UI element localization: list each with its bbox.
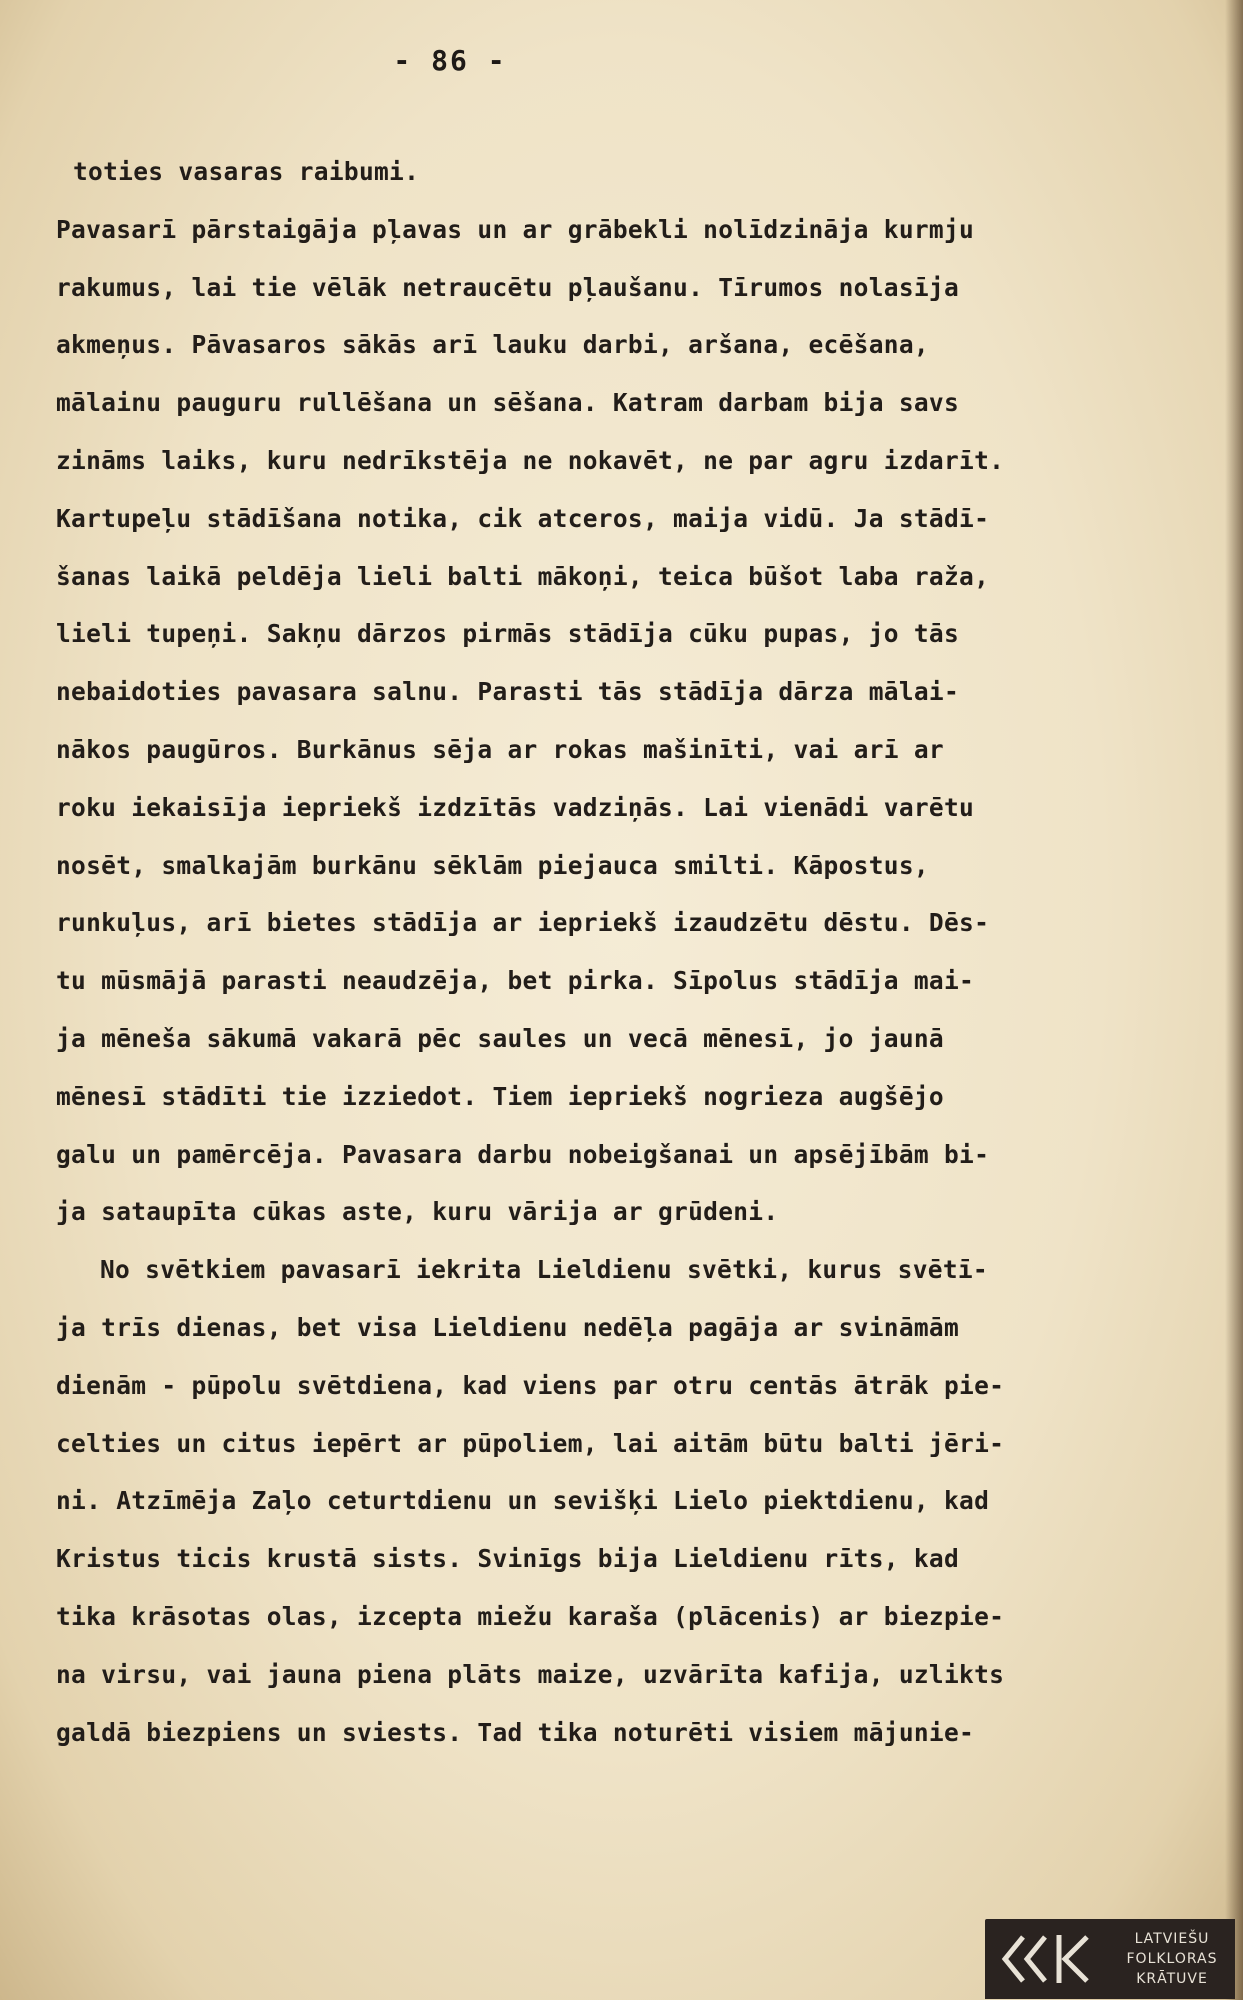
text-line: No svētkiem pavasarī iekrita Lieldienu svētki, kurus svētī- xyxy=(100,1255,988,1285)
logo-line: FOLKLORAS xyxy=(1126,1951,1218,1967)
text-line: runkuļus, arī bietes stādīja ar iepriekš izaudzētu dēstu. Dēs- xyxy=(56,908,990,938)
text-line: dienām - pūpolu svētdiena, kad viens par otru centās ātrāk pie- xyxy=(56,1370,1005,1400)
text-line: nebaidoties pavasara salnu. Parasti tās stādīja dārza mālai- xyxy=(56,677,960,707)
text-line: mēnesī stādīti tie izziedot. Tiem iepriekš nogrieza augšējo xyxy=(56,1081,944,1111)
text-line: Kristus ticis krustā sists. Svinīgs bija Lieldienu rīts, kad xyxy=(56,1544,960,1574)
text-line: tu mūsmājā parasti neaudzēja, bet pirka. Sīpolus stādīja mai- xyxy=(56,966,975,996)
text-line: mālainu pauguru rullēšana un sēšana. Katram darbam bija savs xyxy=(56,388,960,418)
text-line: ja trīs dienas, bet visa Lieldienu nedēļa pagāja ar svināmām xyxy=(56,1312,960,1342)
lfk-logo-icon xyxy=(993,1929,1111,1989)
text-line: na virsu, vai jauna piena plāts maize, uzvārīta kafija, uzlikts xyxy=(56,1659,1005,1689)
text-line: ja sataupīta cūkas aste, kuru vārija ar grūdeni. xyxy=(56,1197,779,1227)
text-line: ja mēneša sākumā vakarā pēc saules un vecā mēnesī, jo jaunā xyxy=(56,1023,944,1053)
text-line: roku iekaisīja iepriekš izdzītās vadziņās. Lai vienādi varētu xyxy=(56,792,975,822)
text-line: Kartupeļu stādīšana notika, cik atceros, maija vidū. Ja stādī- xyxy=(56,503,990,533)
text-line: ni. Atzīmēja Zaļo ceturtdienu un sevišķi Lielo piektdienu, kad xyxy=(56,1486,990,1516)
text-line: šanas laikā peldēja lieli balti mākoņi, teica būšot laba raža, xyxy=(56,561,990,591)
body-text xyxy=(56,143,1146,1761)
logo-line: LATVIEŠU xyxy=(1134,1931,1210,1947)
text-line: galu un pamērcēja. Pavasara darbu nobeigšanai un apsējībām bi- xyxy=(56,1139,990,1169)
page-number: - 86 - xyxy=(393,44,507,77)
text-line: lieli tupeņi. Sakņu dārzos pirmās stādīja cūku pupas, jo tās xyxy=(56,619,960,649)
text-line: nākos paugūros. Burkānus sēja ar rokas mašinīti, vai arī ar xyxy=(56,734,944,764)
text-line: zināms laiks, kuru nedrīkstēja ne nokavēt, ne par agru izdarīt. xyxy=(56,445,1005,475)
text-line: nosēt, smalkajām burkānu sēklām piejauca smilti. Kāpostus, xyxy=(56,850,929,880)
text-line: akmeņus. Pāvasaros sākās arī lauku darbi, aršana, ecēšana, xyxy=(56,330,929,360)
archive-logo xyxy=(985,1919,1235,1999)
text-line: rakumus, lai tie vēlāk netraucētu pļaušanu. Tīrumos nolasīja xyxy=(56,272,960,302)
text-line: tika krāsotas olas, izcepta miežu karaša (plācenis) ar biezpie- xyxy=(56,1601,1005,1631)
logo-text xyxy=(1113,1929,1231,1989)
text-line: galdā biezpiens un sviests. Tad tika noturēti visiem mājunie- xyxy=(56,1717,975,1747)
text-line: Pavasarī pārstaigāja pļavas un ar grābekli nolīdzināja kurmju xyxy=(56,214,975,244)
logo-line: KRĀTUVE xyxy=(1136,1971,1208,1987)
text-line: celties un citus iepērt ar pūpoliem, lai aitām būtu balti jēri- xyxy=(56,1428,1005,1458)
text-line: toties vasaras raibumi. xyxy=(73,157,420,186)
